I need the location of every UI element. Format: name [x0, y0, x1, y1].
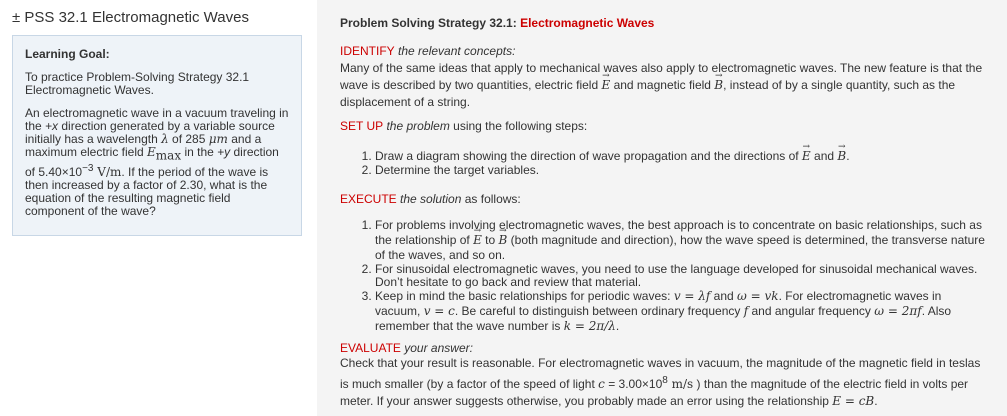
- evaluate-text: Check that your result is reasonable. For electromagnetic waves in vacuum, the magnitude of the magnetic field in teslas is much smaller (by a factor of the speed of light $c = 3.00\times 10^8$ m/s ) than the magnitude of the electric field in volts per meter. If your answer suggests otherwise, you probably made an error using the relationship E = cB.: [340, 356, 981, 408]
- page-title: ± PSS 32.1 Electromagnetic Waves: [12, 9, 249, 26]
- list-item: 2. For sinusoidal electromagnetic waves, you need to use the language developed for sinusoidal mechanical waves. Don’t hesitate to go back and review that material.: [375, 263, 987, 289]
- learning-goal-title: Learning Goal:: [25, 47, 110, 61]
- strategy-panel: [317, 0, 1007, 416]
- problem-statement: An electromagnetic wave in a vacuum traveling in the +x direction generated by a variable source initially has a wavelength λ of 285 μm and a maximum electric field $E_{max}$ in the +y direction of $5.40\times 10^{-3}$ V/m. If the period of the wave is then increased by a factor of 2.30, what is the equation of the resulting magnetic field component of the wave?: [25, 106, 289, 219]
- execute-label: EXECUTE: [340, 192, 397, 206]
- identify-text: Many of the same ideas that apply to mechanical waves also apply to electromagnetic waves. The new feature is that the wave is described by two quantities, electric field → E and magnetic field → B, instead of by a single quantity, such as the displacement of a string.: [340, 60, 987, 111]
- setup-section: SET UP the problem using the following steps: 1. Draw a diagram showing the direction of wave propagation and the directions of → E and → B. 2. Determine the target variables.: [340, 118, 987, 177]
- setup-label: SET UP: [340, 119, 384, 133]
- evaluate-section: EVALUATE your answer: Check that your result is reasonable. For electromagnetic waves in vacuum, the magnitude of the magnetic field in teslas is much smaller (by a factor of the speed of light $c = 3.00\times 10^8$ m/s ) than the magnitude of the electric field in volts per meter. If your answer suggests otherwise, you probably made an error using the relationship E = cB.: [340, 341, 987, 410]
- list-item: 2. Determine the target variables.: [375, 163, 987, 177]
- execute-steps: [340, 218, 987, 334]
- list-item: 1. For problems involving electromagnetic waves, the best approach is to concentrate on basic relationships, such as the relationship of → E to → B (both magnitude and direction), how the wave speed is determined, the transverse nature of the waves, and so on.: [375, 218, 987, 263]
- strategy-heading: Problem Solving Strategy 32.1: Electromagnetic Waves: [340, 16, 655, 30]
- evaluate-label: EVALUATE: [340, 341, 401, 355]
- identify-section: IDENTIFY the relevant concepts: Many of the same ideas that apply to mechanical waves also apply to electromagnetic waves. The new feature is that the wave is described by two quantities, electric field → E and magnetic field → B, instead of by a single quantity, such as the displacement of a string.: [340, 43, 987, 111]
- identify-label: IDENTIFY: [340, 44, 395, 58]
- list-item: 3. Keep in mind the basic relationships for periodic waves: v = λf and ω = vk. For electromagnetic waves in vacuum, v = c. Be careful to distinguish between ordinary frequency f and angular frequency ω = 2πf. Also remember that the wave number is k = 2π/λ.: [375, 289, 987, 334]
- execute-section: EXECUTE the solution as follows: 1. For problems involving electromagnetic waves, the best approach is to concentrate on basic relationships, such as the relationship of → E to → B (both magnitude and direction), how the wave speed is determined, the transverse nature of the waves, and so on. 2. For sinusoidal electromagnetic waves, you need to use the language developed for sinusoidal mechanical waves. Don’t hesitate to go back and review that material. 3. Keep in mind the basic relationships for periodic waves: v = λf and ω = vk. For electromagnetic waves in vacuum, v = c. Be careful to distinguish between ordinary frequency f and angular frequency ω = 2πf. Also remember that the wave number is k = 2π/λ.: [340, 191, 987, 334]
- list-item: 1. Draw a diagram showing the direction of wave propagation and the directions of → E and → B.: [375, 149, 987, 163]
- setup-steps: [340, 149, 987, 177]
- learning-goal-objective: To practice Problem-Solving Strategy 32.1 Electromagnetic Waves.: [25, 70, 250, 97]
- learning-goal-panel: [12, 35, 302, 236]
